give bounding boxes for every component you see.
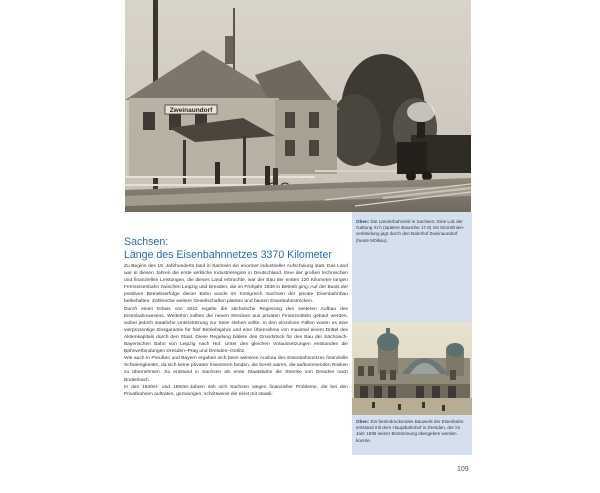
station-sign-text: Zweinaundorf	[169, 107, 213, 114]
station-photo	[125, 0, 471, 212]
headline-line-2: Länge des Eisenbahnnetzes 3370 Kilometer	[124, 248, 332, 261]
page-number: 109	[457, 466, 469, 473]
paragraph-2: Durch einen Erlass von 1842 regelte die sächsische Regierung den weiteren Aufbau des Eisenbahnwesens. Weiterhin sollten die neuen Strecken aus privaten Finanzmitteln gebaut werden, wobei jedoch staatliche Unterstützung zur Seite stehen sollte. In den einzelnen Fällen waren es eine vierprozentige Zinsgarantie für fünf Betriebsjahre und eine Übernahme von maximal einem Drittel des Aktienkapitals durch den Staat. Diese Regelung bildete den Grundstock für den Bau der Sächsisch-Bayerischen Bahn von Leipzig nach Hof. Unter den gleichen Voraussetzungen entstanden die Bahnverbindungen Dresden–Prag und Dresden–Görlitz.	[124, 306, 348, 355]
paragraph-1: Zu Beginn des 19. Jahrhunderts fand in Sachsen ein enormer industrieller Aufschwung statt. Das Land war in diesen Jahren die erste wirkliche Industrieregion in Deutschland. Eine der großen technischen und finanziellen Leistungen, die dieses Land erbrachte, war der Bau der ersten 120 Kilometer langen Fernseisenbahn zwischen Leipzig und Dresden, die im Frühjahr 1839 in Betrieb ging. Auf der Basis der positiven Betriebserfolge dieser Bahn wurde im Königreich Sachsen der private Eisenbahnbau beibehalten. Zahlreiche weitere Gesellschaften planten und bauten Eisenbahnstrecken.	[124, 264, 348, 305]
section-headline	[124, 236, 349, 261]
dresden-station-photo	[352, 322, 472, 415]
paragraph-4: In den 1840er- und 1850er-Jahren sah sich Sachsen wegen finanzieller Probleme, die bei den Privatbahnen auftraten, gezwungen, schrittweise die einst mit staatli-	[124, 384, 348, 397]
caption-top-label: Oben:	[356, 219, 370, 224]
paragraph-3: Wie auch in Preußen und Bayern ergaben sich beim weiteren Ausbau des Eisenbahnnetzes finanzielle Schwierigkeiten, da sich keine privaten Investoren fanden, die bereit waren, die aufkommenden Risiken zu übernehmen. So entstand in Sachsen als erste Staatsbahn die Strecke von Dresden nach Bodenbach.	[124, 356, 349, 383]
caption-bottom-label: Oben:	[356, 419, 370, 424]
caption-bottom-text: Ein beeindruckendes Bauwerk der Eisenbahn entstand mit dem Hauptbahnhof in Dresden, der im Jahr 1898 seiner Bestimmung übergeben werden konnte.	[356, 419, 464, 443]
headline-line-1: Sachsen:	[124, 236, 169, 248]
caption-top-text: Die Länderbahnzeit in Sachsen: Eine Lok der Gattung XI h (spätere Baureihe 17.6) mit Stromlinienverkleidung jagt durch den Bahnhof Zweinaundorf (heute Mölkau).	[356, 219, 465, 243]
caption-top	[356, 219, 469, 244]
caption-bottom	[356, 419, 469, 444]
article-body	[124, 263, 348, 398]
